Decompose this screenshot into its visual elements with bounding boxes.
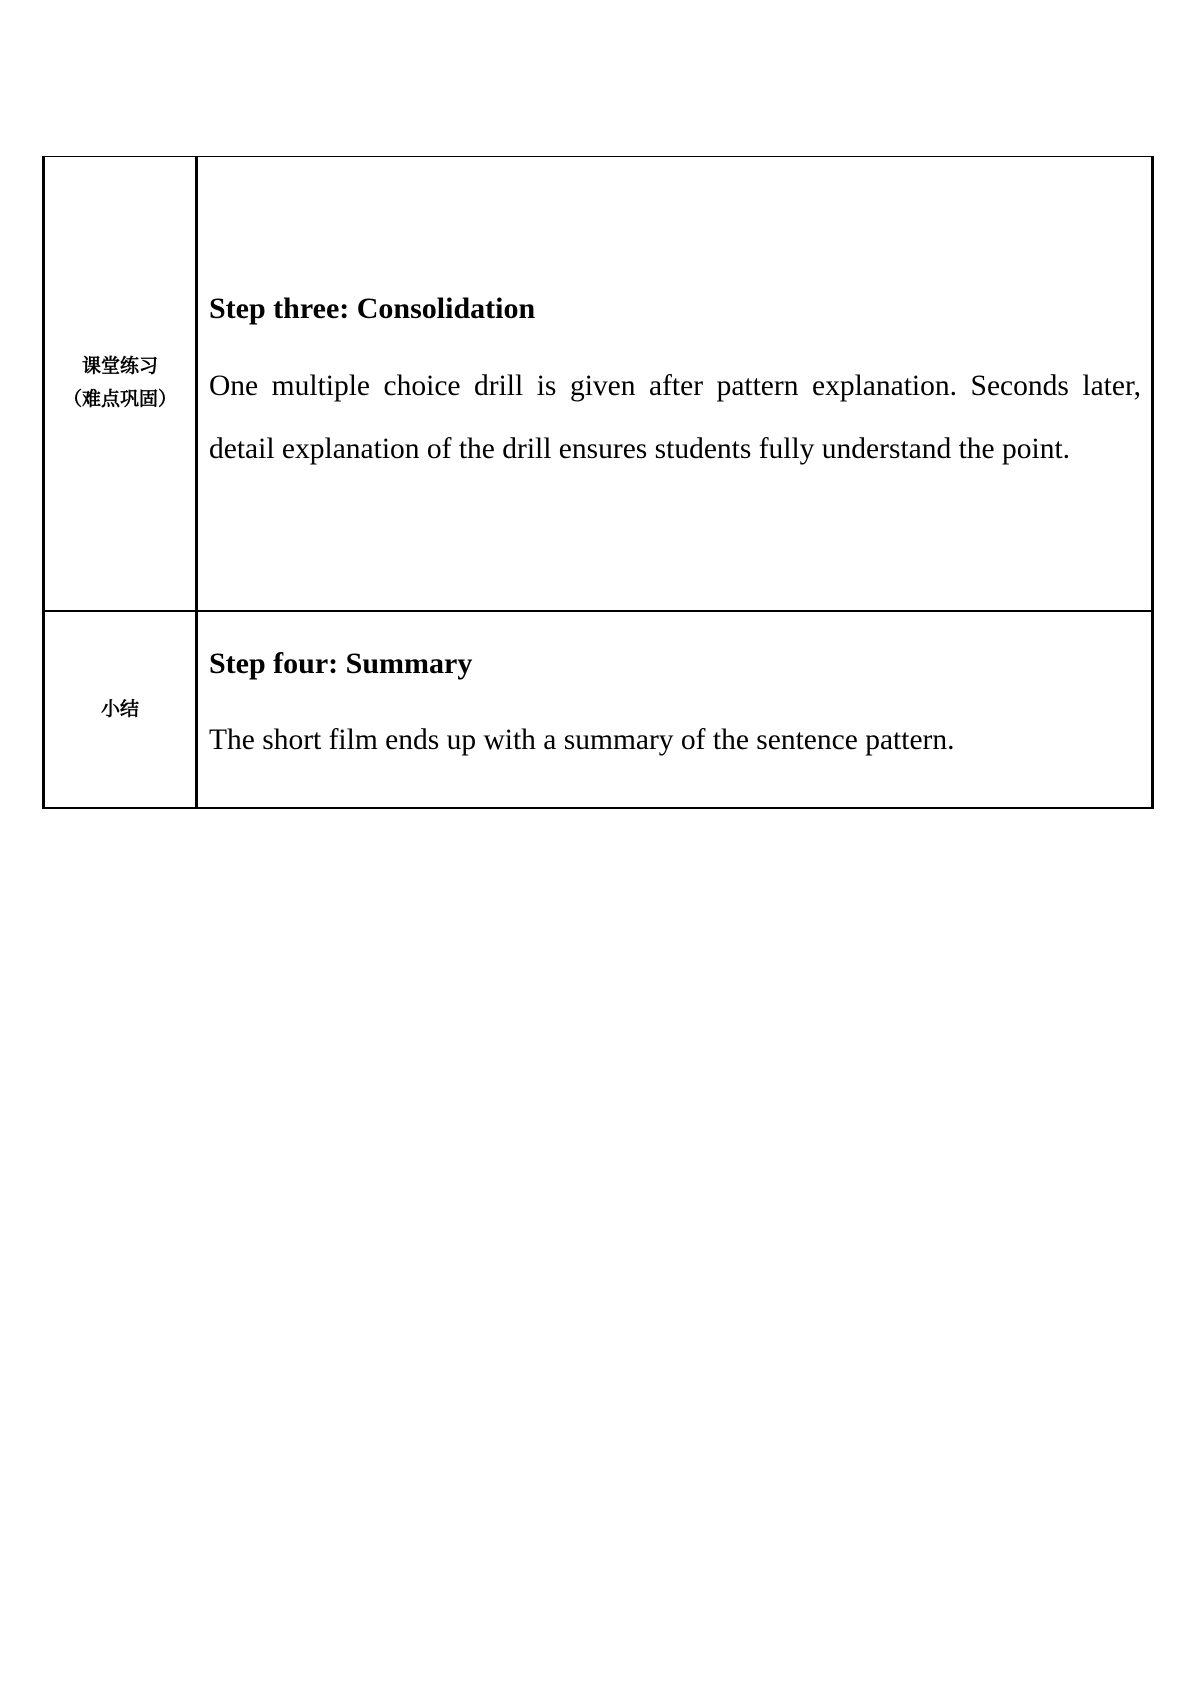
- table-row: [44, 157, 1153, 611]
- step-content-cell: [197, 157, 1153, 611]
- section-label-note: （难点巩固）: [62, 388, 177, 411]
- section-label: 小结: [100, 697, 139, 720]
- section-label-cell: [44, 157, 197, 611]
- step-description: One multiple choice drill is given after pattern explanation. Seconds later, detail explanation of the drill ensures students fully understand the point.: [209, 370, 1141, 466]
- step-description: The short film ends up with a summary of the sentence pattern.: [209, 724, 955, 756]
- section-label: 课堂练习: [81, 355, 158, 378]
- step-title: Step three: Consolidation: [209, 292, 536, 326]
- step-content-cell: [197, 611, 1153, 808]
- lesson-plan-table: [42, 156, 1154, 809]
- step-title: Step four: Summary: [209, 647, 473, 680]
- section-label-cell: [44, 611, 197, 808]
- table-row: [44, 611, 1153, 808]
